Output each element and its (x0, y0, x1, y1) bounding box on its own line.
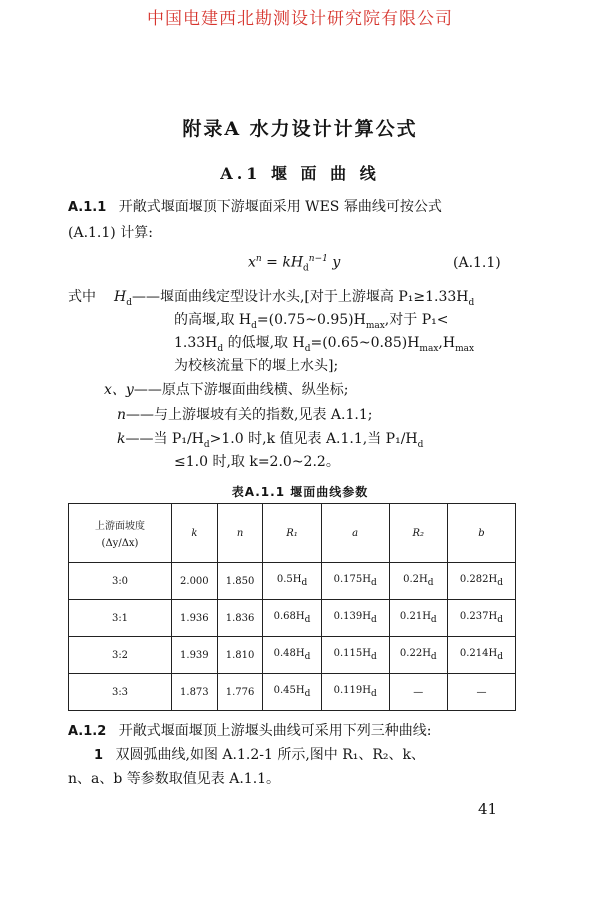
definition-n (117, 406, 372, 424)
table-cell (321, 674, 389, 711)
cell-value: 0.214H (459, 648, 498, 659)
definition-k-line1 (117, 430, 423, 451)
table-cell (263, 600, 321, 637)
hd-text-1: ——堰面曲线定型设计水头,[对于上游堰高 P₁≥1.33H (131, 289, 469, 305)
cell-value: 0.48H (273, 648, 305, 659)
sub-d: d (417, 439, 424, 450)
table-cell (263, 637, 321, 674)
sub-d: d (497, 578, 504, 588)
hd-text-2b: =(0.75~0.95)H (256, 312, 366, 328)
sub-d: d (430, 615, 437, 625)
table-cell: 1.850 (217, 563, 263, 600)
sub-max: max (365, 320, 385, 331)
table-cell: 1.873 (172, 674, 218, 711)
formula (248, 254, 340, 273)
clause-text: 开敞式堰面堰顶下游堰面采用 WES 幂曲线可按公式 (118, 199, 442, 215)
header-k: k (172, 504, 218, 563)
sub-d: d (468, 297, 475, 308)
appendix-title: 附录A 水力设计计算公式 (182, 118, 418, 140)
sub-d: d (304, 343, 311, 354)
table-cell: 1.936 (172, 600, 218, 637)
table-cell (389, 600, 447, 637)
cell-value: 0.237H (459, 611, 498, 622)
table-cell (321, 563, 389, 600)
table-caption: 表A.1.1 堰面曲线参数 (231, 485, 369, 499)
sub-d: d (497, 615, 504, 625)
table-cell: 1.810 (217, 637, 263, 674)
sub-d: d (217, 343, 224, 354)
table-cell (447, 563, 515, 600)
sub-d: d (251, 320, 257, 331)
header-n: n (217, 504, 263, 563)
table-cell (447, 600, 515, 637)
sub-d: d (301, 578, 308, 588)
section-title: A.1 堰 面 曲 线 (220, 164, 380, 183)
definition-hd-line3 (174, 334, 474, 355)
item-1-line1 (94, 746, 425, 765)
hd-text-3b: 的低堰,取 H (223, 335, 305, 351)
table-cell (389, 563, 447, 600)
table-cell (389, 637, 447, 674)
cell-value: 0.119H (333, 685, 371, 696)
cell-value: 0.139H (333, 611, 371, 622)
definition-hd-line2 (174, 311, 448, 332)
clause-number: A.1.1 (68, 200, 107, 215)
cell-value: 0.22H (399, 648, 431, 659)
table-cell (263, 674, 321, 711)
header-slope (69, 504, 172, 563)
watermark: 中国电建西北勘测设计研究院有限公司 (147, 9, 453, 29)
table-cell: 3:3 (69, 674, 172, 711)
clause-a111-line2: (A.1.1) 计算: (68, 225, 153, 241)
sub-d: d (430, 652, 437, 662)
k-text-1b: >1.0 时,k 值见表 A.1.1,当 P₁/H (209, 431, 418, 447)
item-number: 1 (94, 748, 104, 763)
table-cell: 3:2 (69, 637, 172, 674)
table-cell (447, 637, 515, 674)
sub-d: d (370, 578, 377, 588)
clause-a111-line1 (68, 198, 528, 217)
table-cell: — (447, 674, 515, 711)
cell-value: 0.68H (273, 611, 305, 622)
table-cell: 1.939 (172, 637, 218, 674)
table-cell (263, 563, 321, 600)
table-cell (321, 600, 389, 637)
sub-d: d (304, 615, 311, 625)
parameter-table (68, 503, 516, 711)
definition-hd-line4: 为校核流量下的堰上水头]; (174, 358, 339, 374)
clause-number: A.1.2 (68, 724, 107, 739)
item-1-line2: n、a、b 等参数取值见表 A.1.1。 (68, 771, 281, 787)
header-a: a (321, 504, 389, 563)
xy-symbol: x、y (104, 382, 134, 398)
table-row (69, 600, 516, 637)
hd-text-3d: ,H (438, 335, 456, 351)
cell-value: 0.282H (459, 574, 498, 585)
formula-exp-n: n (255, 254, 262, 264)
table-cell: 3:0 (69, 563, 172, 600)
n-text: ——与上游堰坡有关的指数,见表 A.1.1; (126, 407, 373, 423)
cell-value: 0.115H (333, 648, 371, 659)
cell-value: 0.5H (276, 574, 302, 585)
clause-a112 (68, 722, 431, 741)
formula-exp-n1: n−1 (308, 254, 328, 264)
hd-text-3c: =(0.65~0.85)H (310, 335, 420, 351)
sub-d: d (370, 615, 377, 625)
header-slope-line2: (Δy/Δx) (101, 538, 139, 549)
clause-text: 开敞式堰面堰顶上游堰头曲线可采用下列三种曲线: (118, 723, 432, 739)
sub-d: d (427, 578, 434, 588)
table-row (69, 563, 516, 600)
definitions-lead: 式中 (68, 289, 96, 305)
header-slope-line1: 上游面坡度 (95, 521, 145, 532)
table-cell (321, 637, 389, 674)
sub-d: d (304, 652, 311, 662)
table-cell: 2.000 (172, 563, 218, 600)
xy-text: ——原点下游堰面曲线横、纵坐标; (133, 382, 349, 398)
sub-d: d (497, 652, 504, 662)
hd-text-3: 1.33H (174, 335, 218, 351)
header-r2: R₂ (389, 504, 447, 563)
sub-max: max (419, 343, 439, 354)
page-number: 41 (478, 800, 498, 818)
table-cell: 1.836 (217, 600, 263, 637)
cell-value: 0.45H (273, 685, 305, 696)
definition-hd-line1 (114, 288, 534, 309)
table-header-row (69, 504, 516, 563)
table-row (69, 674, 516, 711)
definition-k-line2: ≤1.0 时,取 k=2.0~2.2。 (174, 454, 340, 470)
definition-xy (104, 381, 349, 399)
sub-d: d (370, 689, 377, 699)
formula-y: y (327, 254, 341, 271)
formula-sub-d: d (303, 263, 309, 274)
item-text: 双圆弧曲线,如图 A.1.2-1 所示,图中 R₁、R₂、k、 (115, 747, 426, 763)
k-symbol: k (117, 431, 126, 447)
table-row (69, 637, 516, 674)
sub-d: d (203, 439, 210, 450)
table-cell: 1.776 (217, 674, 263, 711)
k-text-1: ——当 P₁/H (125, 431, 204, 447)
header-b: b (447, 504, 515, 563)
hd-text-2c: ,对于 P₁< (384, 312, 449, 328)
table-cell: — (389, 674, 447, 711)
table-cell: 3:1 (69, 600, 172, 637)
sub-d: d (370, 652, 377, 662)
header-r1: R₁ (263, 504, 321, 563)
formula-khd: = kH (261, 254, 304, 271)
n-symbol: n (117, 407, 127, 423)
cell-value: 0.21H (399, 611, 431, 622)
formula-x: x (248, 254, 256, 271)
sub-d: d (304, 689, 311, 699)
sub-max: max (455, 343, 475, 354)
formula-label: (A.1.1) (453, 255, 501, 271)
cell-value: 0.2H (403, 574, 428, 585)
hd-text-2: 的高堰,取 H (174, 312, 252, 328)
sub-d: d (126, 297, 132, 308)
hd-symbol: H (114, 289, 127, 305)
cell-value: 0.175H (333, 574, 371, 585)
